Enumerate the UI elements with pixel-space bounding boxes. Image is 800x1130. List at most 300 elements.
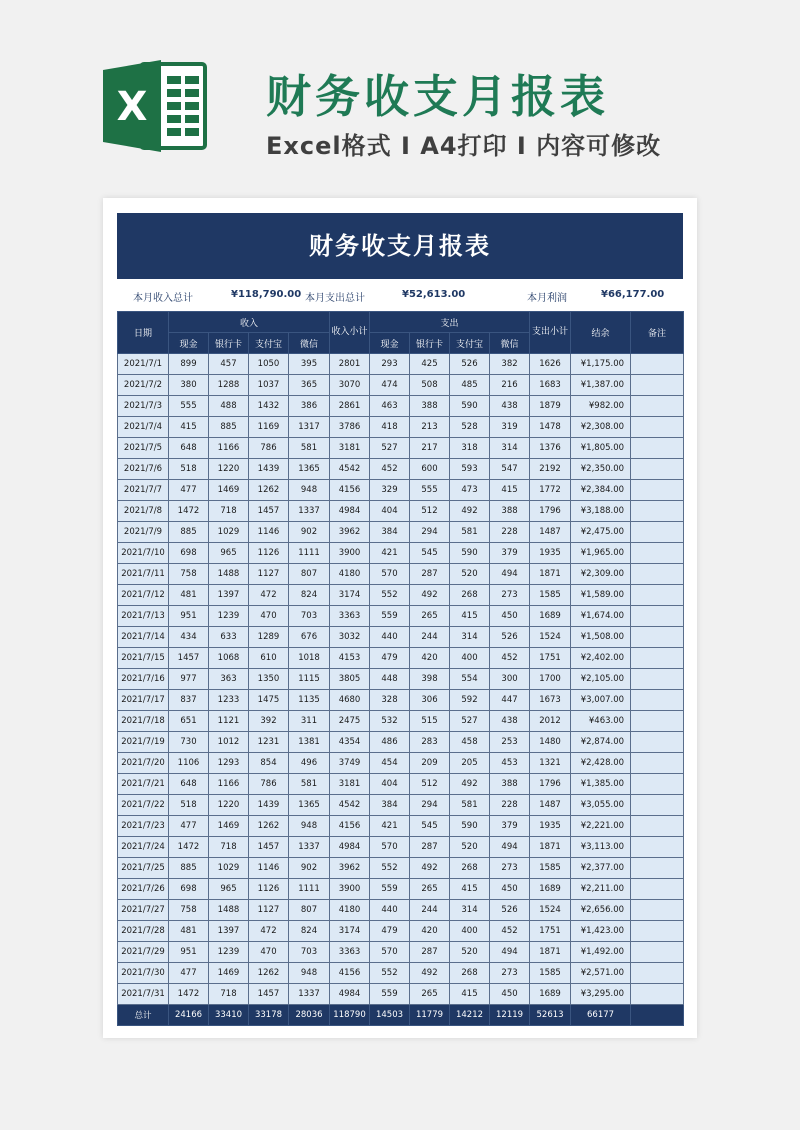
value-cell: 404 <box>370 774 410 795</box>
notes-cell <box>631 459 684 480</box>
value-cell: 1935 <box>530 543 571 564</box>
value-cell: 492 <box>410 858 450 879</box>
header-expense-cash: 现金 <box>370 333 410 354</box>
expense-total-label: 本月支出总计 <box>305 293 365 304</box>
value-cell: 899 <box>169 354 209 375</box>
notes-cell <box>631 543 684 564</box>
value-cell: 526 <box>490 900 530 921</box>
header-balance: 结余 <box>571 312 631 354</box>
balance-cell: ¥3,113.00 <box>571 837 631 858</box>
notes-cell <box>631 648 684 669</box>
value-cell: 854 <box>249 753 289 774</box>
value-cell: 1337 <box>289 837 330 858</box>
value-cell: 758 <box>169 900 209 921</box>
value-cell: 559 <box>370 606 410 627</box>
value-cell: 268 <box>450 585 490 606</box>
value-cell: 379 <box>490 543 530 564</box>
value-cell: 283 <box>410 732 450 753</box>
balance-cell: ¥1,385.00 <box>571 774 631 795</box>
value-cell: 329 <box>370 480 410 501</box>
value-cell: 1288 <box>209 375 249 396</box>
page-title: 财务收支月报表 <box>266 70 610 123</box>
value-cell: 1524 <box>530 627 571 648</box>
value-cell: 786 <box>249 774 289 795</box>
value-cell: 473 <box>450 480 490 501</box>
finance-table <box>117 311 684 1026</box>
value-cell: 494 <box>490 564 530 585</box>
value-cell: 1700 <box>530 669 571 690</box>
value-cell: 477 <box>169 480 209 501</box>
value-cell: 951 <box>169 942 209 963</box>
notes-cell <box>631 837 684 858</box>
balance-cell: ¥2,402.00 <box>571 648 631 669</box>
value-cell: 1068 <box>209 648 249 669</box>
value-cell: 3174 <box>330 921 370 942</box>
value-cell: 318 <box>450 438 490 459</box>
totals-cell: 11779 <box>410 1005 450 1026</box>
profit-value: ¥66,177.00 <box>601 289 665 300</box>
value-cell: 287 <box>410 837 450 858</box>
value-cell: 287 <box>410 564 450 585</box>
value-cell: 1381 <box>289 732 330 753</box>
value-cell: 3962 <box>330 858 370 879</box>
value-cell: 559 <box>370 984 410 1005</box>
value-cell: 1146 <box>249 858 289 879</box>
value-cell: 418 <box>370 417 410 438</box>
value-cell: 400 <box>450 921 490 942</box>
value-cell: 265 <box>410 879 450 900</box>
value-cell: 453 <box>490 753 530 774</box>
value-cell: 1115 <box>289 669 330 690</box>
totals-cell: 14212 <box>450 1005 490 1026</box>
value-cell: 824 <box>289 921 330 942</box>
value-cell: 698 <box>169 543 209 564</box>
value-cell: 554 <box>450 669 490 690</box>
value-cell: 273 <box>490 963 530 984</box>
value-cell: 228 <box>490 795 530 816</box>
value-cell: 1135 <box>289 690 330 711</box>
value-cell: 458 <box>450 732 490 753</box>
table-row <box>118 396 684 417</box>
value-cell: 477 <box>169 816 209 837</box>
summary-bar <box>117 279 683 309</box>
value-cell: 1469 <box>209 963 249 984</box>
date-cell: 2021/7/16 <box>118 669 169 690</box>
value-cell: 388 <box>490 774 530 795</box>
value-cell: 581 <box>450 522 490 543</box>
table-row <box>118 438 684 459</box>
date-cell: 2021/7/5 <box>118 438 169 459</box>
value-cell: 1126 <box>249 879 289 900</box>
value-cell: 4354 <box>330 732 370 753</box>
value-cell: 404 <box>370 501 410 522</box>
value-cell: 1321 <box>530 753 571 774</box>
table-row <box>118 543 684 564</box>
totals-row <box>118 1005 684 1026</box>
value-cell: 1585 <box>530 585 571 606</box>
balance-cell: ¥2,221.00 <box>571 816 631 837</box>
value-cell: 3181 <box>330 438 370 459</box>
value-cell: 512 <box>410 501 450 522</box>
date-cell: 2021/7/1 <box>118 354 169 375</box>
value-cell: 837 <box>169 690 209 711</box>
balance-cell: ¥1,674.00 <box>571 606 631 627</box>
header-income: 收入 <box>169 312 330 333</box>
totals-cell: 24166 <box>169 1005 209 1026</box>
value-cell: 481 <box>169 585 209 606</box>
value-cell: 532 <box>370 711 410 732</box>
value-cell: 570 <box>370 564 410 585</box>
value-cell: 885 <box>169 858 209 879</box>
balance-cell: ¥2,377.00 <box>571 858 631 879</box>
value-cell: 648 <box>169 438 209 459</box>
balance-cell: ¥3,188.00 <box>571 501 631 522</box>
value-cell: 273 <box>490 585 530 606</box>
notes-cell <box>631 417 684 438</box>
value-cell: 1935 <box>530 816 571 837</box>
value-cell: 1472 <box>169 501 209 522</box>
value-cell: 2801 <box>330 354 370 375</box>
value-cell: 1029 <box>209 858 249 879</box>
value-cell: 807 <box>289 900 330 921</box>
excel-logo-icon <box>101 58 209 154</box>
value-cell: 244 <box>410 900 450 921</box>
logo-letter: X <box>116 84 148 130</box>
balance-cell: ¥2,571.00 <box>571 963 631 984</box>
balance-cell: ¥2,384.00 <box>571 480 631 501</box>
value-cell: 384 <box>370 795 410 816</box>
value-cell: 213 <box>410 417 450 438</box>
value-cell: 528 <box>450 417 490 438</box>
value-cell: 552 <box>370 858 410 879</box>
value-cell: 1337 <box>289 984 330 1005</box>
notes-cell <box>631 732 684 753</box>
balance-cell: ¥2,309.00 <box>571 564 631 585</box>
value-cell: 1689 <box>530 879 571 900</box>
value-cell: 1439 <box>249 795 289 816</box>
value-cell: 425 <box>410 354 450 375</box>
value-cell: 2012 <box>530 711 571 732</box>
notes-cell <box>631 669 684 690</box>
expense-total-value: ¥52,613.00 <box>402 289 466 300</box>
value-cell: 440 <box>370 900 410 921</box>
notes-cell <box>631 963 684 984</box>
date-cell: 2021/7/21 <box>118 774 169 795</box>
value-cell: 512 <box>410 774 450 795</box>
notes-cell <box>631 711 684 732</box>
value-cell: 545 <box>410 543 450 564</box>
date-cell: 2021/7/28 <box>118 921 169 942</box>
date-cell: 2021/7/3 <box>118 396 169 417</box>
value-cell: 3032 <box>330 627 370 648</box>
value-cell: 450 <box>490 984 530 1005</box>
balance-cell: ¥1,387.00 <box>571 375 631 396</box>
value-cell: 1457 <box>249 837 289 858</box>
value-cell: 3962 <box>330 522 370 543</box>
value-cell: 1871 <box>530 564 571 585</box>
balance-cell: ¥1,589.00 <box>571 585 631 606</box>
value-cell: 555 <box>169 396 209 417</box>
notes-cell <box>631 753 684 774</box>
value-cell: 4542 <box>330 459 370 480</box>
value-cell: 3181 <box>330 774 370 795</box>
value-cell: 438 <box>490 711 530 732</box>
value-cell: 379 <box>490 816 530 837</box>
value-cell: 492 <box>450 774 490 795</box>
value-cell: 450 <box>490 879 530 900</box>
date-cell: 2021/7/4 <box>118 417 169 438</box>
value-cell: 703 <box>289 606 330 627</box>
notes-cell <box>631 375 684 396</box>
value-cell: 1475 <box>249 690 289 711</box>
balance-cell: ¥3,007.00 <box>571 690 631 711</box>
balance-cell: ¥982.00 <box>571 396 631 417</box>
value-cell: 314 <box>450 627 490 648</box>
value-cell: 1262 <box>249 963 289 984</box>
value-cell: 1524 <box>530 900 571 921</box>
value-cell: 1673 <box>530 690 571 711</box>
totals-cell: 118790 <box>330 1005 370 1026</box>
value-cell: 1106 <box>169 753 209 774</box>
value-cell: 268 <box>450 963 490 984</box>
value-cell: 486 <box>370 732 410 753</box>
date-cell: 2021/7/29 <box>118 942 169 963</box>
value-cell: 948 <box>289 816 330 837</box>
value-cell: 1472 <box>169 984 209 1005</box>
value-cell: 496 <box>289 753 330 774</box>
value-cell: 1365 <box>289 459 330 480</box>
date-cell: 2021/7/14 <box>118 627 169 648</box>
income-total-value: ¥118,790.00 <box>231 289 302 300</box>
value-cell: 4680 <box>330 690 370 711</box>
value-cell: 319 <box>490 417 530 438</box>
value-cell: 1772 <box>530 480 571 501</box>
value-cell: 590 <box>450 396 490 417</box>
value-cell: 1751 <box>530 921 571 942</box>
value-cell: 1262 <box>249 480 289 501</box>
value-cell: 415 <box>490 480 530 501</box>
value-cell: 392 <box>249 711 289 732</box>
value-cell: 526 <box>450 354 490 375</box>
value-cell: 1220 <box>209 459 249 480</box>
date-cell: 2021/7/17 <box>118 690 169 711</box>
value-cell: 3900 <box>330 543 370 564</box>
value-cell: 520 <box>450 564 490 585</box>
value-cell: 1689 <box>530 606 571 627</box>
value-cell: 1488 <box>209 900 249 921</box>
value-cell: 1233 <box>209 690 249 711</box>
date-cell: 2021/7/31 <box>118 984 169 1005</box>
table-row <box>118 774 684 795</box>
totals-cell: 33410 <box>209 1005 249 1026</box>
value-cell: 3749 <box>330 753 370 774</box>
date-cell: 2021/7/2 <box>118 375 169 396</box>
date-cell: 2021/7/24 <box>118 837 169 858</box>
value-cell: 676 <box>289 627 330 648</box>
value-cell: 1457 <box>249 501 289 522</box>
value-cell: 648 <box>169 774 209 795</box>
value-cell: 1012 <box>209 732 249 753</box>
notes-cell <box>631 627 684 648</box>
totals-cell: 14503 <box>370 1005 410 1026</box>
table-row <box>118 354 684 375</box>
date-cell: 2021/7/27 <box>118 900 169 921</box>
value-cell: 457 <box>209 354 249 375</box>
value-cell: 4156 <box>330 816 370 837</box>
totals-label: 总计 <box>118 1005 169 1026</box>
table-row <box>118 606 684 627</box>
value-cell: 1127 <box>249 564 289 585</box>
value-cell: 1239 <box>209 606 249 627</box>
value-cell: 1166 <box>209 438 249 459</box>
date-cell: 2021/7/11 <box>118 564 169 585</box>
value-cell: 415 <box>450 606 490 627</box>
header-date: 日期 <box>118 312 169 354</box>
value-cell: 253 <box>490 732 530 753</box>
value-cell: 1796 <box>530 501 571 522</box>
table-row <box>118 585 684 606</box>
value-cell: 2475 <box>330 711 370 732</box>
value-cell: 600 <box>410 459 450 480</box>
value-cell: 1487 <box>530 795 571 816</box>
date-cell: 2021/7/30 <box>118 963 169 984</box>
value-cell: 421 <box>370 816 410 837</box>
value-cell: 472 <box>249 921 289 942</box>
value-cell: 420 <box>410 648 450 669</box>
totals-cell: 33178 <box>249 1005 289 1026</box>
value-cell: 552 <box>370 963 410 984</box>
value-cell: 388 <box>410 396 450 417</box>
value-cell: 1683 <box>530 375 571 396</box>
income-total-label: 本月收入总计 <box>133 293 193 304</box>
value-cell: 265 <box>410 984 450 1005</box>
value-cell: 581 <box>450 795 490 816</box>
balance-cell: ¥463.00 <box>571 711 631 732</box>
table-row <box>118 669 684 690</box>
value-cell: 555 <box>410 480 450 501</box>
value-cell: 526 <box>490 627 530 648</box>
value-cell: 494 <box>490 942 530 963</box>
value-cell: 4153 <box>330 648 370 669</box>
balance-cell: ¥1,508.00 <box>571 627 631 648</box>
value-cell: 545 <box>410 816 450 837</box>
value-cell: 470 <box>249 606 289 627</box>
notes-cell <box>631 795 684 816</box>
value-cell: 824 <box>289 585 330 606</box>
value-cell: 294 <box>410 522 450 543</box>
value-cell: 492 <box>410 963 450 984</box>
value-cell: 1262 <box>249 816 289 837</box>
date-cell: 2021/7/18 <box>118 711 169 732</box>
value-cell: 730 <box>169 732 209 753</box>
value-cell: 1478 <box>530 417 571 438</box>
table-row <box>118 879 684 900</box>
value-cell: 415 <box>450 984 490 1005</box>
value-cell: 216 <box>490 375 530 396</box>
date-cell: 2021/7/10 <box>118 543 169 564</box>
value-cell: 2861 <box>330 396 370 417</box>
header-expense-alipay: 支付宝 <box>450 333 490 354</box>
balance-cell: ¥1,965.00 <box>571 543 631 564</box>
value-cell: 902 <box>289 858 330 879</box>
value-cell: 209 <box>410 753 450 774</box>
value-cell: 481 <box>169 921 209 942</box>
value-cell: 1126 <box>249 543 289 564</box>
value-cell: 885 <box>209 417 249 438</box>
date-cell: 2021/7/8 <box>118 501 169 522</box>
value-cell: 3174 <box>330 585 370 606</box>
value-cell: 1397 <box>209 585 249 606</box>
value-cell: 1029 <box>209 522 249 543</box>
value-cell: 552 <box>370 585 410 606</box>
notes-cell <box>631 501 684 522</box>
header-expense-bank-card: 银行卡 <box>410 333 450 354</box>
balance-cell: ¥2,105.00 <box>571 669 631 690</box>
totals-cell: 66177 <box>571 1005 631 1026</box>
value-cell: 492 <box>450 501 490 522</box>
value-cell: 1166 <box>209 774 249 795</box>
value-cell: 1469 <box>209 816 249 837</box>
profit-label: 本月利润 <box>527 293 567 304</box>
value-cell: 365 <box>289 375 330 396</box>
value-cell: 434 <box>169 627 209 648</box>
value-cell: 1689 <box>530 984 571 1005</box>
notes-cell <box>631 816 684 837</box>
value-cell: 581 <box>289 438 330 459</box>
value-cell: 527 <box>370 438 410 459</box>
value-cell: 1289 <box>249 627 289 648</box>
value-cell: 470 <box>249 942 289 963</box>
table-row <box>118 942 684 963</box>
value-cell: 228 <box>490 522 530 543</box>
value-cell: 570 <box>370 837 410 858</box>
value-cell: 951 <box>169 606 209 627</box>
value-cell: 592 <box>450 690 490 711</box>
balance-cell: ¥2,428.00 <box>571 753 631 774</box>
date-cell: 2021/7/7 <box>118 480 169 501</box>
value-cell: 415 <box>169 417 209 438</box>
value-cell: 450 <box>490 606 530 627</box>
header-income-bank-card: 银行卡 <box>209 333 249 354</box>
table-row <box>118 816 684 837</box>
value-cell: 559 <box>370 879 410 900</box>
value-cell: 1879 <box>530 396 571 417</box>
date-cell: 2021/7/6 <box>118 459 169 480</box>
value-cell: 3805 <box>330 669 370 690</box>
value-cell: 382 <box>490 354 530 375</box>
notes-cell <box>631 984 684 1005</box>
value-cell: 547 <box>490 459 530 480</box>
value-cell: 398 <box>410 669 450 690</box>
value-cell: 384 <box>370 522 410 543</box>
notes-cell <box>631 606 684 627</box>
value-cell: 300 <box>490 669 530 690</box>
value-cell: 294 <box>410 795 450 816</box>
value-cell: 1293 <box>209 753 249 774</box>
value-cell: 1871 <box>530 837 571 858</box>
value-cell: 388 <box>490 501 530 522</box>
value-cell: 386 <box>289 396 330 417</box>
value-cell: 4984 <box>330 501 370 522</box>
value-cell: 492 <box>410 585 450 606</box>
date-cell: 2021/7/25 <box>118 858 169 879</box>
value-cell: 474 <box>370 375 410 396</box>
value-cell: 1169 <box>249 417 289 438</box>
balance-cell: ¥1,175.00 <box>571 354 631 375</box>
notes-cell <box>631 921 684 942</box>
table-row <box>118 795 684 816</box>
notes-cell <box>631 690 684 711</box>
